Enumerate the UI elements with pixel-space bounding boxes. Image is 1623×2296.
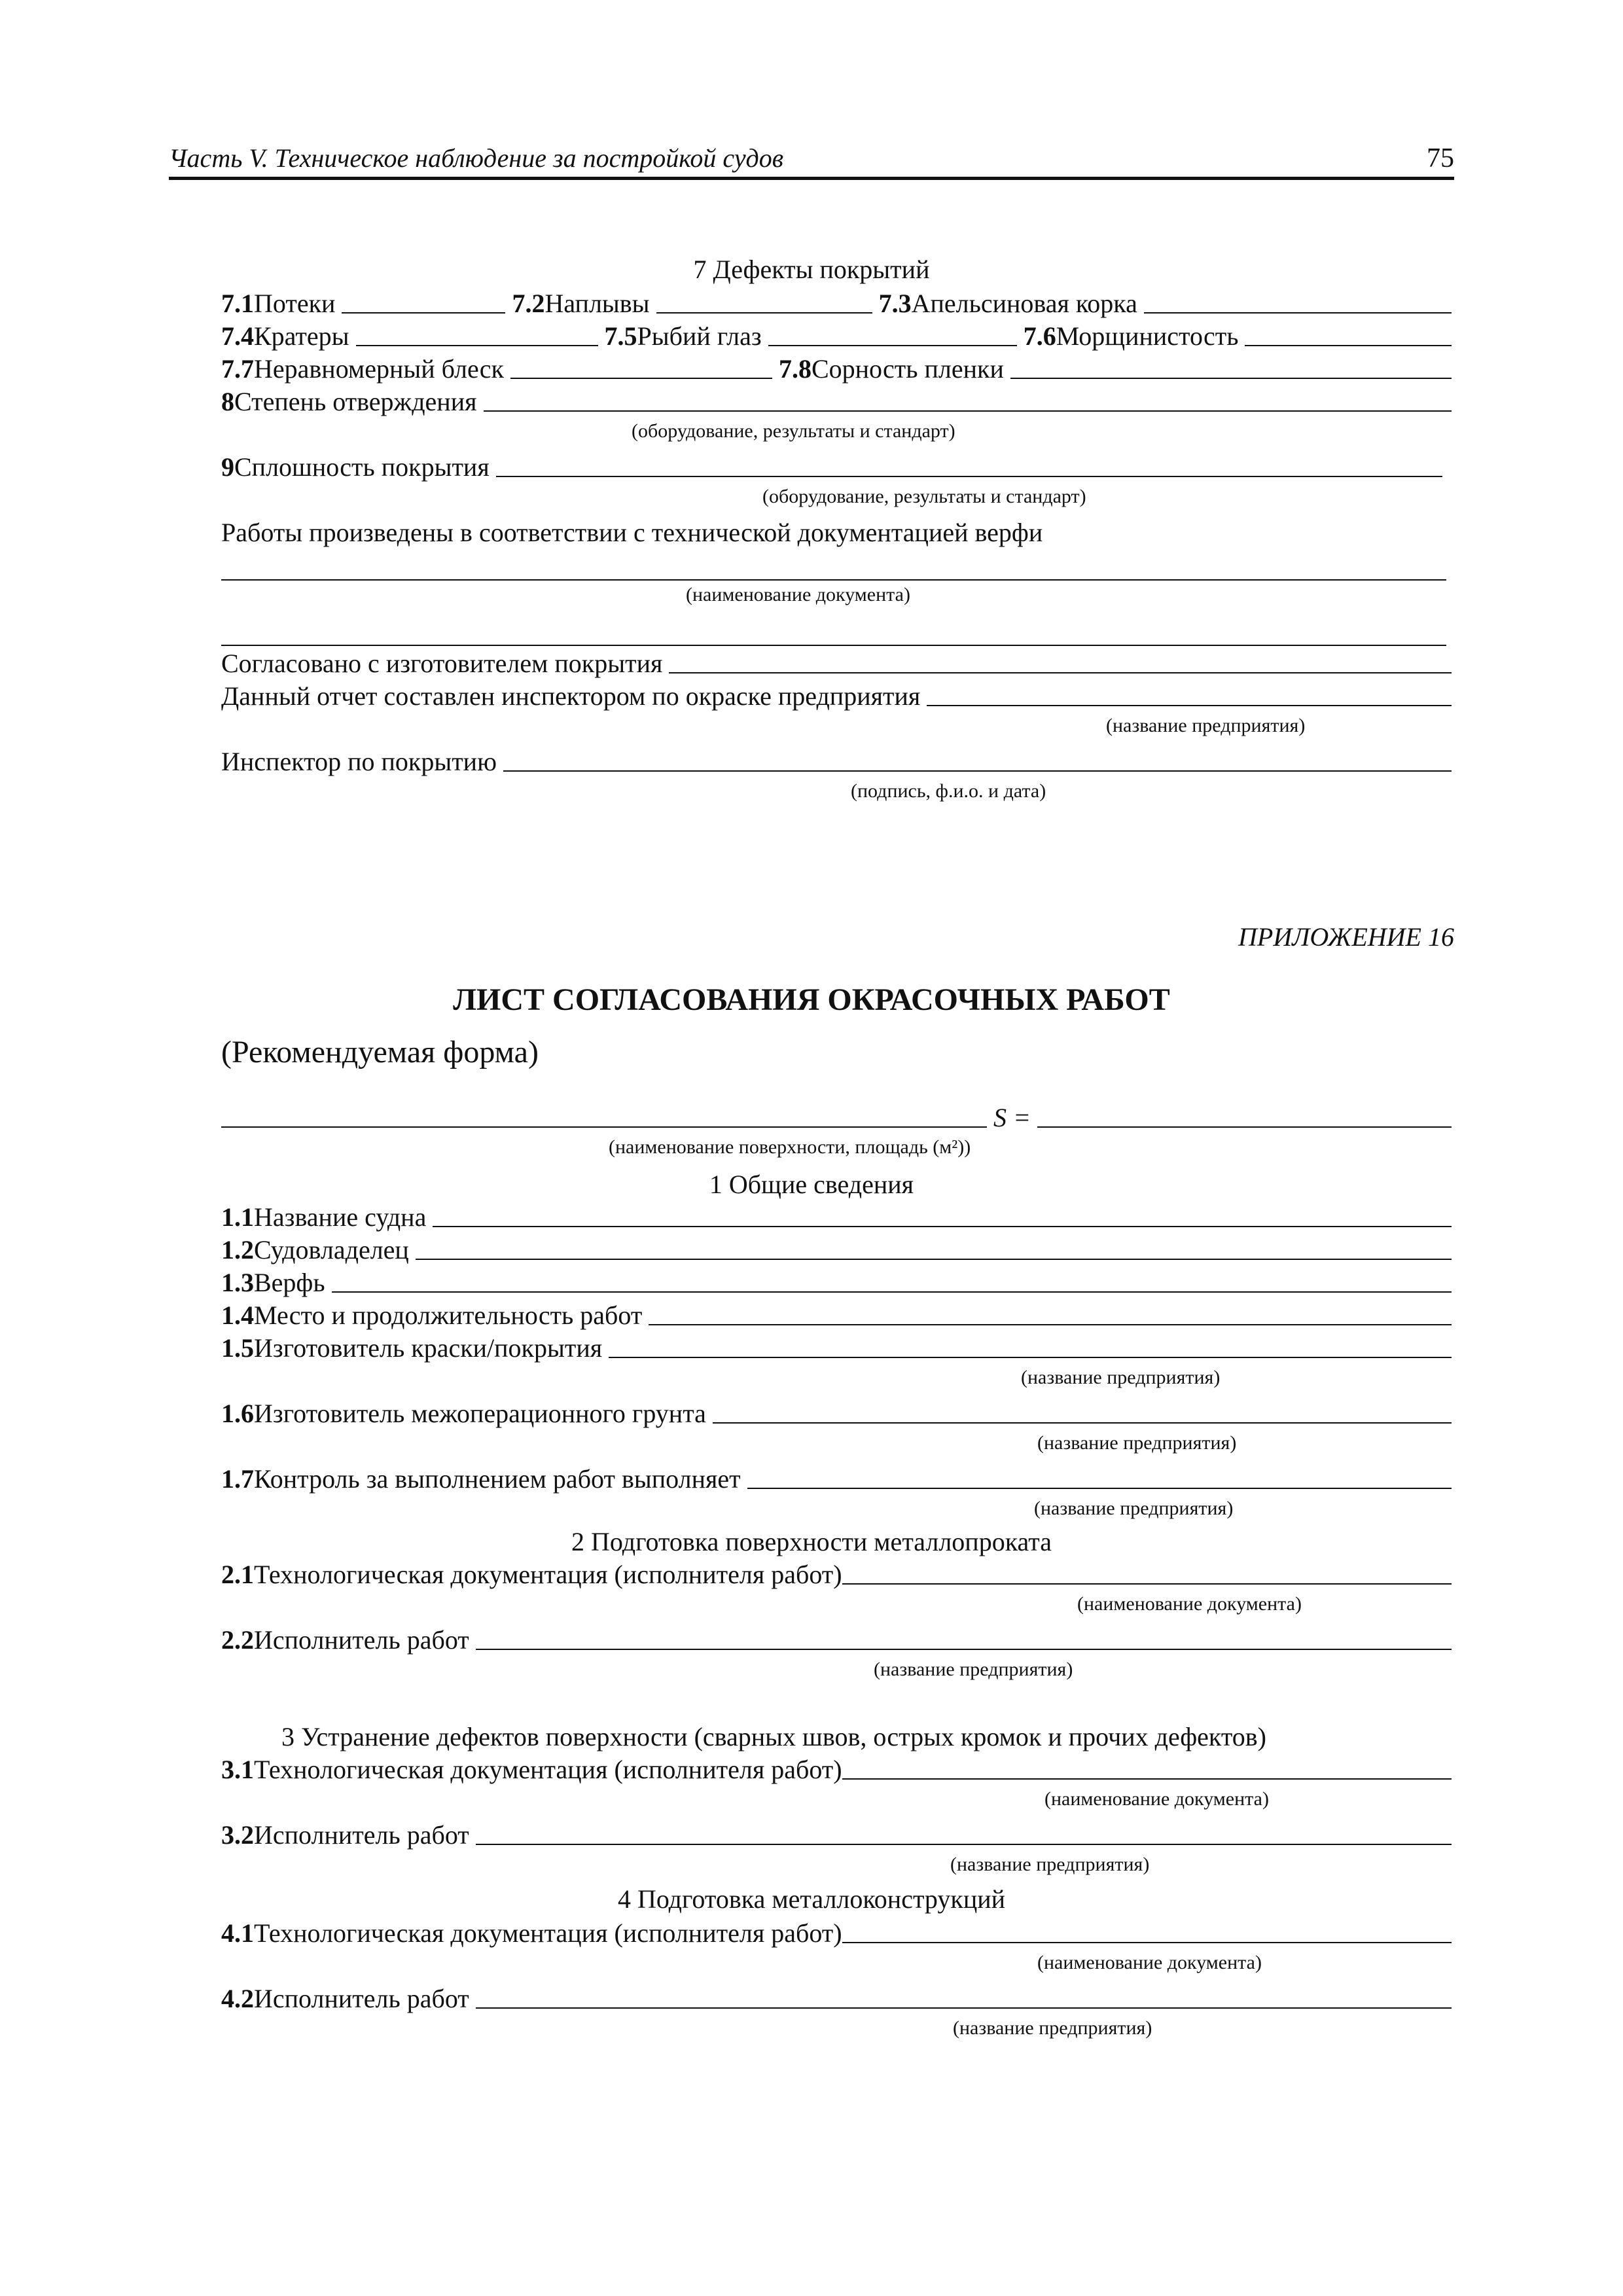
continuity-field[interactable] xyxy=(496,475,1442,477)
surface-hint: (наименование поверхности, площадь (м²)) xyxy=(609,1136,971,1158)
item-label: Место и продолжительность работ xyxy=(254,1300,643,1330)
sec2-contractor-field[interactable] xyxy=(476,1648,1452,1650)
sec3-title: 3 Устранение дефектов поверхности (сварных швов, острых кромок и прочих дефектов) xyxy=(281,1722,1266,1751)
item-number: 7.7 xyxy=(221,354,254,384)
item-label: Название судна xyxy=(254,1202,427,1232)
item-label: Технологическая документация (исполнителя работ) xyxy=(254,1918,842,1948)
item-number: 9 xyxy=(221,452,234,482)
paint-manufacturer-field[interactable] xyxy=(609,1356,1452,1358)
surface-name-field[interactable] xyxy=(221,1126,987,1128)
item-number: 7.4 xyxy=(221,321,254,351)
defect-label: Апельсиновая корка xyxy=(911,289,1137,318)
sec3-item xyxy=(221,1820,1452,1850)
sec4-item xyxy=(221,1918,1452,1948)
item-label: Контроль за выполнением работ выполняет xyxy=(254,1464,741,1494)
item-label: Технологическая документация (исполнителя работ) xyxy=(254,1560,842,1589)
item-label: Судовладелец xyxy=(254,1235,409,1265)
form-title: ЛИСТ СОГЛАСОВАНИЯ ОКРАСОЧНЫХ РАБОТ xyxy=(453,982,1170,1017)
sec3-item xyxy=(221,1754,1452,1785)
item-label: Верфь xyxy=(254,1268,325,1297)
item-number: 2.2 xyxy=(221,1625,254,1655)
item-label: Технологическая документация (исполнителя работ) xyxy=(254,1755,842,1784)
item-label: Изготовитель краски/покрытия xyxy=(254,1333,603,1363)
primer-manufacturer-field[interactable] xyxy=(713,1422,1452,1424)
item-hint: (наименование документа) xyxy=(1037,1952,1262,1973)
shipowner-field[interactable] xyxy=(416,1258,1452,1260)
item-number: 3.2 xyxy=(221,1820,254,1850)
compliance-field-2[interactable] xyxy=(221,644,1446,646)
item-hint: (название предприятия) xyxy=(953,2017,1152,2039)
compliance-hint: (наименование документа) xyxy=(686,584,910,605)
sec2-title: 2 Подготовка поверхности металлопроката xyxy=(571,1527,1052,1556)
general-item xyxy=(221,1234,1452,1265)
general-item xyxy=(221,1267,1452,1298)
item-hint: (название предприятия) xyxy=(874,1659,1073,1680)
defect-field[interactable] xyxy=(1144,312,1452,314)
defects-title: 7 Дефекты покрытий xyxy=(693,255,930,284)
surface-row xyxy=(221,1102,1452,1133)
item-hint: (название предприятия) xyxy=(1037,1432,1237,1454)
place-duration-field[interactable] xyxy=(649,1323,1452,1325)
sec4-title: 4 Подготовка металлоконструкций xyxy=(617,1884,1006,1914)
report-field[interactable] xyxy=(927,704,1452,706)
compliance-field[interactable] xyxy=(221,579,1446,581)
ship-name-field[interactable] xyxy=(433,1225,1452,1227)
defects-row-1 xyxy=(221,288,1452,319)
agreed-label: Согласовано с изготовителем покрытия xyxy=(221,649,663,678)
inspector-row xyxy=(221,746,1452,777)
item-label: Исполнитель работ xyxy=(254,1820,469,1850)
general-item xyxy=(221,1398,1452,1429)
report-row xyxy=(221,681,1452,711)
agreed-row xyxy=(221,648,1452,679)
item-number: 1.1 xyxy=(221,1202,254,1232)
item-number: 2.1 xyxy=(221,1560,254,1589)
item-number: 7.2 xyxy=(512,289,545,318)
defects-row-3 xyxy=(221,353,1452,384)
cure-hint: (оборудование, результаты и стандарт) xyxy=(632,420,955,442)
item-number: 7.5 xyxy=(604,321,637,351)
item-number: 1.5 xyxy=(221,1333,254,1363)
sec4-contractor-field[interactable] xyxy=(476,2007,1452,2009)
item-number: 4.1 xyxy=(221,1918,254,1948)
form-subtitle: (Рекомендуемая форма) xyxy=(221,1035,539,1069)
item-hint: (наименование документа) xyxy=(1044,1788,1269,1810)
defect-field[interactable] xyxy=(1010,377,1452,379)
continuity-label: Сплошность покрытия xyxy=(234,452,490,482)
defect-label: Рыбий глаз xyxy=(637,321,762,351)
page-number: 75 xyxy=(1427,143,1454,173)
sec2-item xyxy=(221,1624,1452,1655)
report-label: Данный отчет составлен инспектором по окраске предприятия xyxy=(221,681,921,711)
item-number: 1.7 xyxy=(221,1464,254,1494)
sec2-item xyxy=(221,1559,1452,1590)
area-label: S = xyxy=(993,1103,1031,1132)
agreed-field[interactable] xyxy=(669,672,1452,673)
area-field[interactable] xyxy=(1037,1126,1452,1128)
item-number: 7.3 xyxy=(878,289,912,318)
sec4-doc-field[interactable] xyxy=(842,1941,1452,1943)
cure-row xyxy=(221,386,1452,417)
defects-row-2 xyxy=(221,321,1452,351)
item-hint: (название предприятия) xyxy=(1034,1498,1234,1519)
defect-field[interactable] xyxy=(656,312,872,314)
defect-label: Сорность пленки xyxy=(811,354,1004,384)
running-title: Часть V. Техническое наблюдение за постройкой судов xyxy=(169,143,784,173)
defect-field[interactable] xyxy=(342,312,505,314)
sec3-contractor-field[interactable] xyxy=(476,1843,1452,1845)
sec3-doc-field[interactable] xyxy=(842,1778,1452,1780)
compliance-text: Работы произведены в соответствии с технической документацией верфи xyxy=(221,518,1043,547)
continuity-hint: (оборудование, результаты и стандарт) xyxy=(762,486,1086,507)
item-label: Исполнитель работ xyxy=(254,1625,469,1655)
defect-label: Неравномерный блеск xyxy=(254,354,504,384)
inspector-field[interactable] xyxy=(503,770,1452,772)
item-number: 7.1 xyxy=(221,289,254,318)
item-number: 1.3 xyxy=(221,1268,254,1297)
item-number: 1.6 xyxy=(221,1399,254,1428)
defect-label: Кратеры xyxy=(254,321,349,351)
defect-label: Наплывы xyxy=(544,289,650,318)
item-hint: (название предприятия) xyxy=(1021,1367,1221,1388)
item-number: 1.4 xyxy=(221,1300,254,1330)
general-title: 1 Общие сведения xyxy=(709,1170,914,1199)
item-label: Изготовитель межоперационного грунта xyxy=(254,1399,706,1428)
defect-field[interactable] xyxy=(768,344,1017,346)
cure-field[interactable] xyxy=(484,410,1452,412)
sec4-item xyxy=(221,1983,1452,2014)
defect-label: Морщинистость xyxy=(1056,321,1239,351)
sec2-doc-field[interactable] xyxy=(842,1583,1452,1585)
item-number: 3.1 xyxy=(221,1755,254,1784)
defect-field[interactable] xyxy=(510,377,772,379)
continuity-row xyxy=(221,452,1442,482)
item-number: 7.6 xyxy=(1023,321,1056,351)
shipyard-field[interactable] xyxy=(332,1291,1452,1293)
inspector-label: Инспектор по покрытию xyxy=(221,747,497,776)
defect-field[interactable] xyxy=(1245,344,1452,346)
item-number: 8 xyxy=(221,387,234,416)
control-field[interactable] xyxy=(747,1487,1452,1489)
general-item xyxy=(221,1300,1452,1331)
appendix-label: ПРИЛОЖЕНИЕ 16 xyxy=(1238,922,1454,952)
item-hint: (название предприятия) xyxy=(950,1854,1150,1875)
defect-field[interactable] xyxy=(356,344,598,346)
item-number: 7.8 xyxy=(778,354,812,384)
header-rule xyxy=(169,177,1454,180)
item-number: 4.2 xyxy=(221,1984,254,2013)
defect-label: Потеки xyxy=(254,289,336,318)
general-item xyxy=(221,1333,1452,1363)
inspector-hint: (подпись, ф.и.о. и дата) xyxy=(851,780,1046,802)
cure-label: Степень отверждения xyxy=(234,387,477,416)
item-label: Исполнитель работ xyxy=(254,1984,469,2013)
general-item xyxy=(221,1463,1452,1494)
item-number: 1.2 xyxy=(221,1235,254,1265)
general-item xyxy=(221,1202,1452,1232)
item-hint: (наименование документа) xyxy=(1077,1593,1302,1615)
report-hint: (название предприятия) xyxy=(1106,715,1306,736)
